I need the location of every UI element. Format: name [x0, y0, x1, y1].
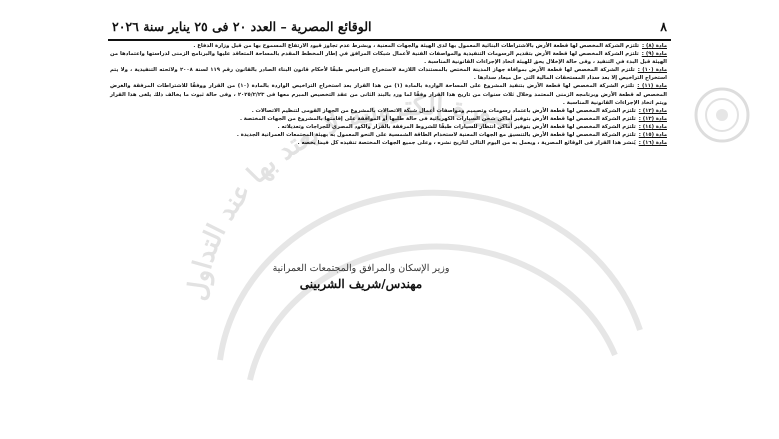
clause: [110, 139, 667, 147]
clause: [110, 123, 667, 131]
signatory-name: مهندس/شريف الشربينى: [299, 277, 423, 291]
clause-label: مادة (١٣) :: [638, 115, 667, 122]
clause-text: تلتزم الشركة المخصص لها قطعة الأرض بالتنسيق مع الجهات المعنية لاستخدام الطاقة الشمسية على النحو المعمول به بهيئة المجتمعات العمرانية الجديدة .: [236, 132, 636, 139]
clause-text: تلتزم الشركة المخصص لها قطعة الأرض بالاشتراطات البنائية المعمول بها لدى الهيئة والجهات المعنية ، وبشرط عدم تجاوز قيود الارتفاع المسموح بها من قبل وزارة الدفاع .: [193, 43, 639, 49]
page-header: [112, 16, 667, 36]
clause: [110, 42, 667, 50]
clauses-list: [110, 42, 667, 147]
header-divider: [108, 39, 671, 41]
header-page-number: ٨: [660, 18, 667, 34]
clause: [110, 50, 667, 66]
clause: [110, 131, 667, 139]
clause-text: تلتزم الشركة المخصص لها قطعة الأرض بتقديم الرسومات التنفيذية والمواصفات الفنية لأعمال شبكات المرافق في إطار المخطط المقدم بالمساحة المتعاقد عليها والبرنامج الزمنى لدراستها واعتمادها من الهيئة قبل البدء في التنفيذ ، وفى حالة الإخلال يحق للهيئة اتخاذ الإجراءات القانونية المناسبة .: [110, 51, 667, 66]
clause-text: تلتزم الشركة المخصص لها قطعة الأرض بتوفير أماكن انتظار للسيارات طبقًا للشروط المرفقة بالقرار والكود المصرى للجراجات وتعديلاته .: [277, 123, 636, 130]
clause-label: مادة (٨) :: [641, 43, 667, 49]
clause: [110, 82, 667, 106]
clause-label: مادة (١٢) :: [638, 107, 667, 114]
clause-label: مادة (١١) :: [637, 83, 667, 90]
clause-label: مادة (١٦) :: [638, 140, 667, 147]
clause-label: مادة (١٠) :: [637, 67, 667, 74]
clause: [110, 107, 667, 115]
header-publication-title: الوقائع المصرية – العدد ٢٠ فى ٢٥ يناير سنة ٢٠٢٦: [112, 18, 372, 34]
clause-text: يُنشر هذا القرار فى الوقائع المصرية ، ويعمل به من اليوم التالى لتاريخ نشره ، وعلى جميع الجهات المختصة تنفيذه كل فيما يخصه .: [297, 140, 636, 147]
clause-label: مادة (١٤) :: [638, 123, 667, 130]
clause-label: مادة (٩) :: [641, 51, 668, 58]
clause-text: تلتزم الشركة المخصص لها قطعة الأرض باعتماد رسومات وتصميم ومواصفات أعمال شبكة الاتصالات بالمشروع من الجهاز القومى لتنظيم الاتصالات .: [251, 107, 636, 114]
watermark-arc-text: صورة إلكترونية لا يعتد بها عند التداول: [181, 91, 519, 303]
clause: [110, 115, 667, 123]
clause-label: مادة (١٥) :: [638, 132, 667, 139]
clause-text: تلتزم الشركة المخصص لها قطعة الأرض بموافاة جهاز المدينة المختص بالمستندات اللازمة لاستخراج التراخيص طبقًا لأحكام قانون البناء الصادر بالقانون رقم ١١٩ لسنة ٢٠٠٨ ولائحته التنفيذية ، ولا يتم استخراج التراخيص إلا بعد سداد المستحقات المالية التى حل ميعاد سدادها .: [110, 67, 667, 82]
clause: [110, 66, 667, 82]
seal-emblem-icon: [696, 89, 748, 141]
signatory-title: وزير الإسكان والمرافق والمجتمعات العمرانية: [272, 263, 450, 274]
clause-text: تلتزم الشركة المخصص لها قطعة الأرض بتنفيذ المشروع على المساحة الواردة بالمادة (١) من هذا القرار بعد استخراج التراخيص الواردة بالمادة (١٠) من القرار ووفقًا للاشتراطات المرفقة والغرض المخصص له قطعة الأرض وبرنامجه الزمنى المعتمد وخلال ثلاث سنوات من تاريخ هذا القرار وفقًا لما ورد بالبند الثانى من عقد التخصيص المبرم معها فى ٢٠٢٥/٢/٢٣ ، وفى حالة ثبوت ما يخالف ذلك يلغى هذا القرار ويتم اتخاذ الإجراءات القانونية المناسبة .: [110, 83, 667, 106]
clause-text: تلتزم الشركة المخصص لها قطعة الأرض بتوفير أماكن شحن السيارات الكهربائية فى حالة طلبها أو الموافقة على إقامتها بالمشروع من الجهات المختصة .: [239, 115, 636, 122]
